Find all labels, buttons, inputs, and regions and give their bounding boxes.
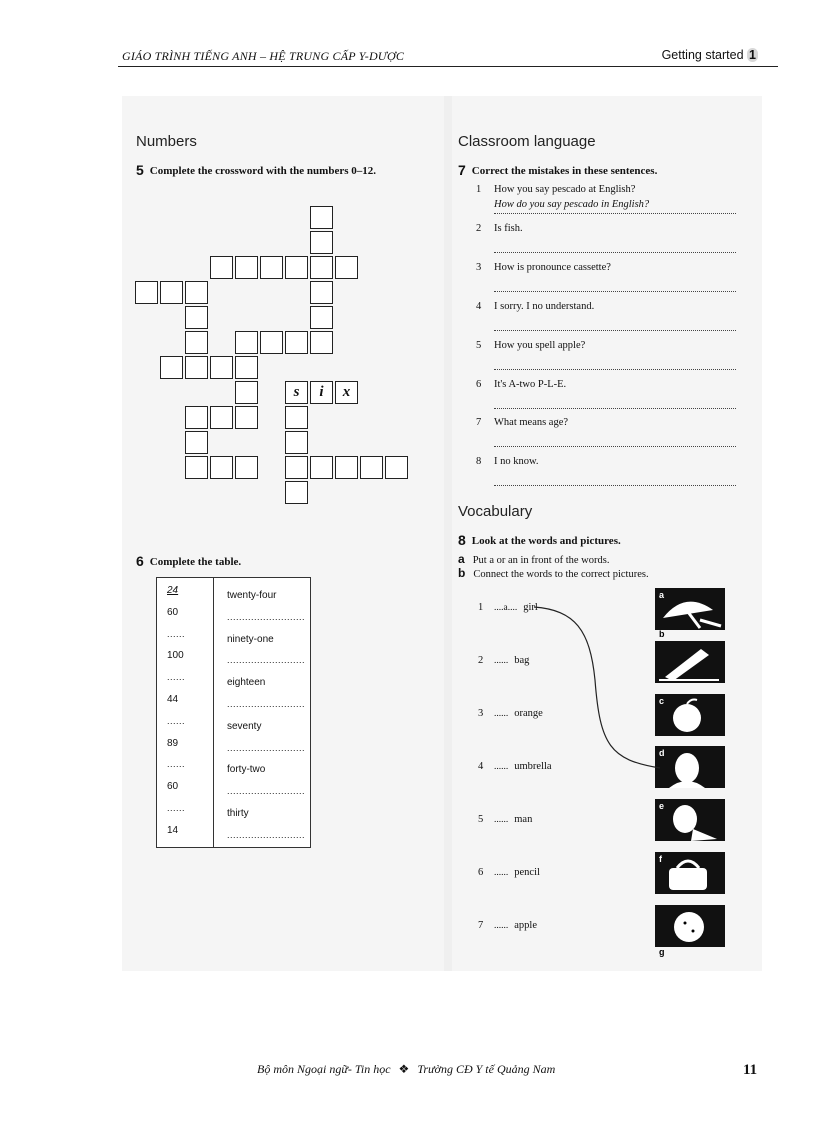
- exercise-instruction: Complete the table.: [149, 556, 242, 568]
- running-header-title: GIÁO TRÌNH TIẾNG ANH – HỆ TRUNG CẤP Y-DƯỢC: [122, 49, 405, 63]
- crossword-letter: i: [319, 384, 324, 400]
- sentence-item: [476, 456, 539, 467]
- crossword-cell[interactable]: [235, 406, 258, 429]
- numbers-table: [156, 577, 311, 848]
- crossword-cell[interactable]: [210, 456, 233, 479]
- table-word-cell: ninety-one: [227, 633, 274, 645]
- table-number-cell: 89: [167, 737, 179, 749]
- section-name: Getting started: [661, 48, 744, 62]
- crossword-cell[interactable]: [235, 256, 258, 279]
- crossword-cell[interactable]: [210, 256, 233, 279]
- article-blank[interactable]: ......: [494, 868, 509, 878]
- article-blank[interactable]: ......: [494, 762, 509, 772]
- sentence-item: [476, 223, 523, 234]
- article-blank[interactable]: ......: [494, 815, 509, 825]
- running-header-section: [662, 48, 758, 62]
- sentence-text: What means age?: [494, 417, 569, 429]
- crossword-cell[interactable]: [335, 456, 358, 479]
- sentence-item: [476, 262, 611, 273]
- vocabulary-word: girl: [523, 602, 538, 613]
- exercise-6: [136, 553, 241, 569]
- picture-orange[interactable]: [655, 905, 725, 957]
- sentence-text: I sorry. I no understand.: [494, 300, 595, 312]
- crossword-cell[interactable]: [310, 381, 333, 404]
- table-word-cell: thirty: [227, 808, 249, 819]
- table-number-cell: 60: [167, 606, 179, 618]
- crossword-cell[interactable]: [235, 331, 258, 354]
- table-number-cell[interactable]: ......: [167, 759, 186, 770]
- vocabulary-number: 4: [478, 761, 484, 772]
- crossword-cell[interactable]: [385, 456, 408, 479]
- picture-letter: c: [659, 695, 665, 706]
- vocabulary-heading: Vocabulary: [458, 503, 533, 520]
- bag-icon: [655, 852, 725, 894]
- vocabulary-word: orange: [514, 708, 543, 719]
- vocabulary-item: [478, 867, 540, 878]
- crossword-cell[interactable]: [285, 331, 308, 354]
- sentence-text: I no know.: [494, 456, 539, 468]
- sentence-text: It's A-two P-L-E.: [494, 378, 567, 390]
- crossword-cell[interactable]: [185, 331, 208, 354]
- crossword-letter: s: [293, 384, 300, 400]
- table-number-cell: 44: [167, 694, 179, 705]
- crossword-cell[interactable]: [310, 281, 333, 304]
- sentence-item: [476, 301, 594, 312]
- table-number-cell[interactable]: ......: [167, 715, 186, 726]
- picture-girl[interactable]: [655, 746, 725, 788]
- sentence-item: [476, 379, 566, 390]
- header-rule: [118, 66, 778, 67]
- sentence-number: 2: [476, 222, 482, 234]
- footer-school: Trường CĐ Y tế Quảng Nam: [417, 1062, 556, 1076]
- exercise-instruction: Complete the crossword with the numbers 0–12.: [149, 165, 376, 177]
- footer: [257, 1062, 555, 1077]
- vocabulary-item: [478, 708, 543, 719]
- exercise-5: [136, 162, 406, 178]
- exercise-instruction: Correct the mistakes in these sentences.: [471, 165, 658, 177]
- exercise-instruction: Look at the words and pictures.: [471, 535, 621, 547]
- sentence-number: 7: [476, 417, 482, 429]
- orange-icon: [655, 905, 725, 947]
- crossword-cell[interactable]: [310, 206, 333, 229]
- numbers-heading: Numbers: [136, 133, 197, 150]
- exercise-number: 8: [458, 532, 466, 548]
- crossword-cell[interactable]: [235, 456, 258, 479]
- picture-letter: e: [659, 801, 665, 812]
- classroom-language-heading: Classroom language: [458, 133, 596, 150]
- crossword-cell[interactable]: [310, 256, 333, 279]
- crossword-cell[interactable]: [310, 306, 333, 329]
- table-word-cell[interactable]: ..........................: [227, 829, 306, 840]
- table-number-cell: 60: [167, 781, 179, 793]
- man-icon: [655, 799, 725, 841]
- table-word-cell: seventy: [227, 720, 262, 732]
- vocabulary-number: 1: [478, 602, 484, 613]
- sentence-number: 6: [476, 378, 482, 390]
- crossword-cell[interactable]: [285, 381, 308, 404]
- footer-separator-icon: ❖: [398, 1062, 410, 1076]
- table-divider: [213, 578, 214, 847]
- instruction-text: Connect the words to the correct pictures.: [473, 569, 649, 580]
- crossword-cell[interactable]: [285, 256, 308, 279]
- answer-line[interactable]: [494, 471, 736, 486]
- crossword-cell[interactable]: [335, 256, 358, 279]
- table-word-cell[interactable]: ..........................: [227, 699, 306, 709]
- article-blank[interactable]: ....a....: [494, 603, 518, 613]
- sentence-number: 5: [476, 339, 482, 351]
- exercise-number: 6: [136, 553, 144, 569]
- vocabulary-number: 3: [478, 708, 484, 719]
- table-word-cell: twenty-four: [227, 590, 277, 601]
- apple-icon: [655, 694, 725, 736]
- table-word-cell[interactable]: ..........................: [227, 742, 306, 753]
- crossword-cell[interactable]: [360, 456, 383, 479]
- table-number-cell: 14: [167, 824, 179, 836]
- article-blank[interactable]: ......: [494, 656, 509, 666]
- crossword-cell[interactable]: [185, 306, 208, 329]
- crossword-cell[interactable]: [160, 281, 183, 304]
- vocabulary-number: 6: [478, 867, 484, 878]
- picture-man[interactable]: [655, 799, 725, 841]
- answer-line[interactable]: [494, 238, 736, 253]
- answer-line[interactable]: [494, 355, 736, 370]
- picture-letter: g: [659, 946, 665, 957]
- vocabulary-item: [478, 602, 538, 613]
- table-word-cell[interactable]: ..........................: [227, 655, 306, 666]
- crossword-cell[interactable]: [285, 431, 308, 454]
- footer-department: Bộ môn Ngoại ngữ- Tin học: [257, 1062, 391, 1076]
- sentence-number: 4: [476, 300, 482, 312]
- table-number-cell[interactable]: ......: [167, 672, 186, 683]
- sentence-item: [476, 417, 568, 428]
- sentence-text: How is pronounce cassette?: [494, 261, 611, 273]
- picture-apple[interactable]: [655, 694, 725, 736]
- exercise-number: 5: [136, 162, 144, 178]
- picture-bag[interactable]: [655, 852, 725, 894]
- crossword-letter: x: [342, 384, 351, 400]
- page-number: 11: [743, 1062, 758, 1078]
- instruction-text: Put a or an in front of the words.: [472, 555, 610, 566]
- crossword-cell[interactable]: [335, 381, 358, 404]
- crossword-cell[interactable]: [260, 331, 283, 354]
- answer-line[interactable]: [494, 394, 736, 409]
- crossword-cell[interactable]: [235, 381, 258, 404]
- crossword-cell[interactable]: [210, 406, 233, 429]
- vocabulary-item: [478, 655, 529, 666]
- vocabulary-item: [478, 814, 532, 825]
- picture-letter: d: [659, 748, 665, 759]
- instruction-letter: a: [458, 552, 465, 566]
- picture-letter: a: [659, 590, 665, 600]
- crossword-cell[interactable]: [160, 356, 183, 379]
- picture-letter: b: [659, 628, 665, 639]
- table-number-cell[interactable]: ......: [167, 803, 186, 813]
- table-word-cell[interactable]: ..........................: [227, 611, 306, 622]
- crossword-cell[interactable]: [285, 456, 308, 479]
- crossword-cell[interactable]: [135, 281, 158, 304]
- vocabulary-number: 7: [478, 920, 484, 931]
- vocabulary-word: bag: [514, 655, 530, 666]
- sentence-text: How you say pescado at English?: [494, 184, 636, 195]
- answer-line[interactable]: [494, 316, 736, 331]
- picture-pencil[interactable]: [655, 628, 725, 683]
- table-number-cell: 100: [167, 650, 184, 662]
- sentence-text: How you spell apple?: [494, 339, 586, 351]
- girl-icon: [655, 746, 725, 788]
- exercise-7: [458, 162, 657, 178]
- sentence-text: Is fish.: [494, 222, 523, 234]
- answer-line[interactable]: [494, 277, 736, 292]
- table-number-cell: 24: [167, 585, 179, 596]
- crossword-cell[interactable]: [185, 356, 208, 379]
- exercise-number: 7: [458, 162, 466, 178]
- article-blank[interactable]: ......: [494, 921, 509, 931]
- table-word-cell: forty-two: [227, 764, 266, 776]
- vocabulary-word: pencil: [514, 867, 540, 878]
- umbrella-icon: [655, 588, 725, 630]
- sentence-number: 8: [476, 456, 482, 468]
- sentence-number: 1: [476, 184, 482, 195]
- vocabulary-word: man: [514, 814, 533, 825]
- answer-line[interactable]: How do you say pescado in English?: [494, 199, 736, 214]
- section-number: 1: [749, 48, 756, 62]
- sentence-number: 3: [476, 261, 482, 273]
- exercise-8: [458, 532, 621, 548]
- crossword-grid: [135, 204, 415, 536]
- vocabulary-word: umbrella: [514, 761, 552, 772]
- crossword-cell[interactable]: [285, 481, 308, 504]
- crossword-cell[interactable]: [185, 431, 208, 454]
- crossword-cell[interactable]: [260, 256, 283, 279]
- sentence-item: [476, 184, 635, 195]
- pencil-icon: [655, 641, 725, 683]
- crossword-cell[interactable]: [185, 456, 208, 479]
- crossword-cell[interactable]: [185, 406, 208, 429]
- vocabulary-number: 5: [478, 814, 484, 825]
- answer-line[interactable]: [494, 432, 736, 447]
- instruction-a: [458, 552, 609, 566]
- table-word-cell: eighteen: [227, 677, 266, 689]
- sentence-item: [476, 340, 585, 351]
- vocabulary-word: apple: [514, 920, 537, 931]
- crossword-cell[interactable]: [235, 356, 258, 379]
- table-number-cell[interactable]: ......: [167, 628, 186, 639]
- crossword-cell[interactable]: [310, 231, 333, 254]
- picture-letter: f: [659, 854, 662, 864]
- picture-umbrella[interactable]: [655, 588, 725, 630]
- instruction-b: [458, 566, 649, 580]
- table-word-cell[interactable]: ..........................: [227, 786, 306, 797]
- crossword-cell[interactable]: [185, 281, 208, 304]
- article-blank[interactable]: ......: [494, 709, 509, 719]
- crossword-cell[interactable]: [285, 406, 308, 429]
- vocabulary-item: [478, 761, 552, 772]
- crossword-cell[interactable]: [210, 356, 233, 379]
- vocabulary-number: 2: [478, 655, 484, 666]
- instruction-letter: b: [458, 566, 466, 580]
- vocabulary-item: [478, 920, 537, 931]
- crossword-cell[interactable]: [310, 331, 333, 354]
- crossword-cell[interactable]: [310, 456, 333, 479]
